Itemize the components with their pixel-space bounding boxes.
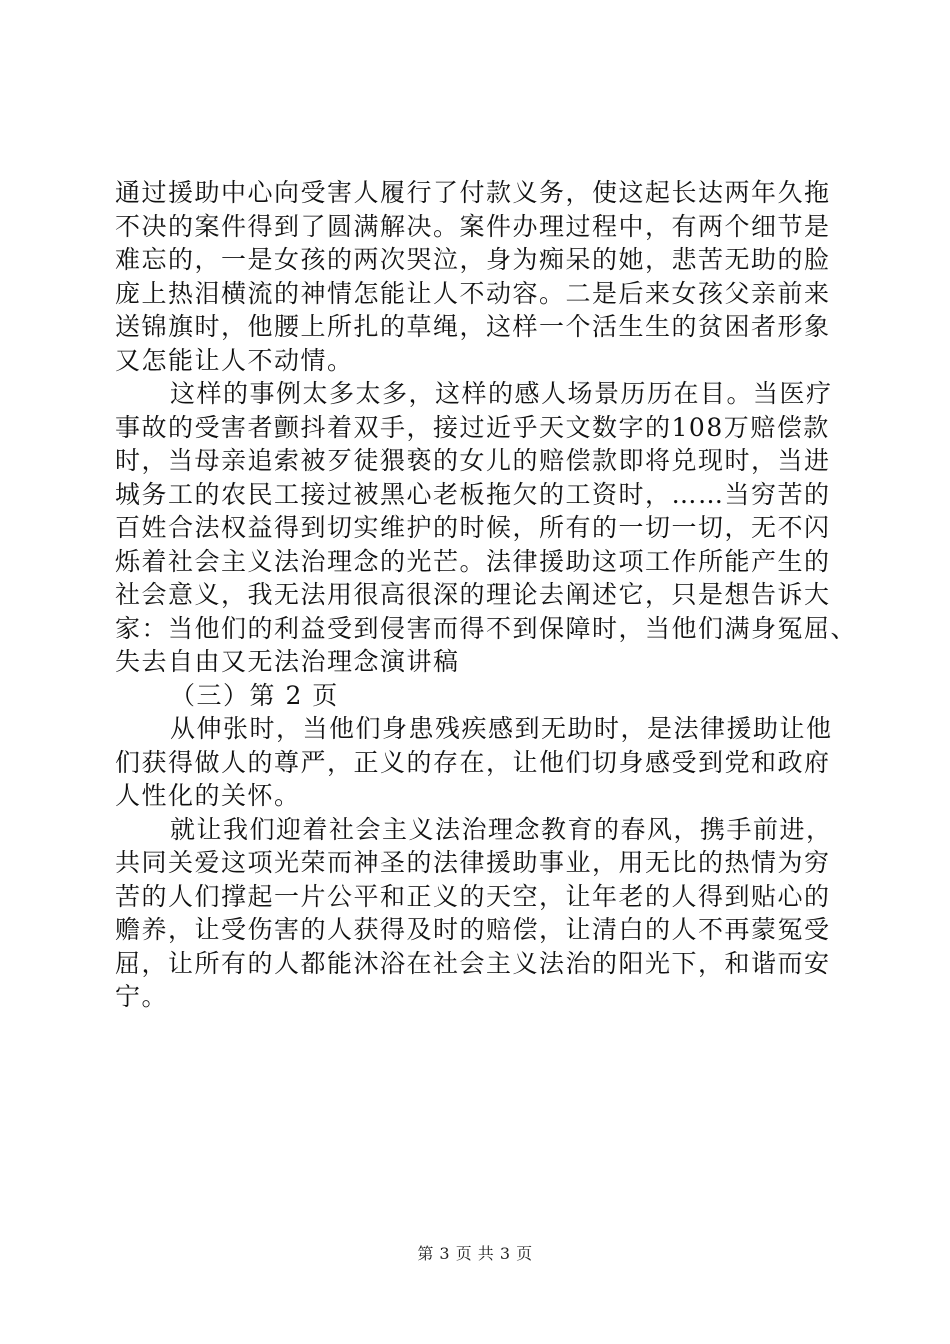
paragraph-4 [115,712,835,813]
text-line: 烁着社会主义法治理念的光芒。法律援助这项工作所能产生的 [115,546,831,576]
page-footer [0,1244,950,1264]
text-line: 送锦旗时，他腰上所扎的草绳，这样一个活生生的贫困者形象 [115,312,831,341]
text-line: 家：当他们的利益受到侵害而得不到保障时，当他们满身冤屈、 [115,613,858,643]
text-line: 又怎能让人不动情。 [115,345,354,375]
text-line: 从伸张时，当他们身患残疾感到无助时，是法律援助让他 [170,714,833,743]
text-line: 通过援助中心向受害人履行了付款义务，使这起长达两年久拖 [115,178,831,207]
paragraph-3 [115,679,835,713]
text-line: 这样的事例太多太多，这样的感人场景历历在目。当医疗 [170,379,833,408]
text-line: （三）第 2 页 [170,680,339,710]
text-line: 们获得做人的尊严，正义的存在，让他们切身感受到党和政府 [115,747,831,777]
text-line: 失去自由又无法治理念演讲稿 [115,647,460,676]
text-line: 屈，让所有的人都能沐浴在社会主义法治的阳光下，和谐而安 [115,948,831,978]
text-line: 就让我们迎着社会主义法治理念教育的春风，携手前进， [170,814,833,844]
text-line: 苦的人们撑起一片公平和正义的天空，让年老的人得到贴心的 [115,881,831,911]
text-line: 人性化的关怀。 [115,781,301,810]
text-line: 宁。 [115,982,169,1011]
text-line: 事故的受害者颤抖着双手，接过近乎天文数字的108万赔偿款 [115,412,830,442]
text-line: 共同关爱这项光荣而神圣的法律援助事业，用无比的热情为穷 [115,848,831,877]
document-body [115,176,858,1014]
page-number-label: 第 3 页 共 3 页 [417,1244,533,1263]
text-line: 城务工的农民工接过被黑心老板拖欠的工资时，……当穷苦的 [115,479,831,509]
text-line: 社会意义，我无法用很高很深的理论去阐述它，只是想告诉大 [115,580,831,609]
paragraph-1 [115,176,835,377]
paragraph-2 [115,377,858,679]
text-line: 庞上热泪横流的神情怎能让人不动容。二是后来女孩父亲前来 [115,278,831,308]
text-line: 百姓合法权益得到切实维护的时候，所有的一切一切，无不闪 [115,513,831,542]
text-line: 赡养，让受伤害的人获得及时的赔偿，让清白的人不再蒙冤受 [115,915,831,944]
text-line: 时，当母亲追索被歹徒猥亵的女儿的赔偿款即将兑现时，当进 [115,446,831,475]
text-line: 难忘的，一是女孩的两次哭泣，身为痴呆的她，悲苦无助的脸 [115,245,831,274]
text-line: 不决的案件得到了圆满解决。案件办理过程中，有两个细节是 [115,211,831,241]
paragraph-5 [115,813,835,1014]
